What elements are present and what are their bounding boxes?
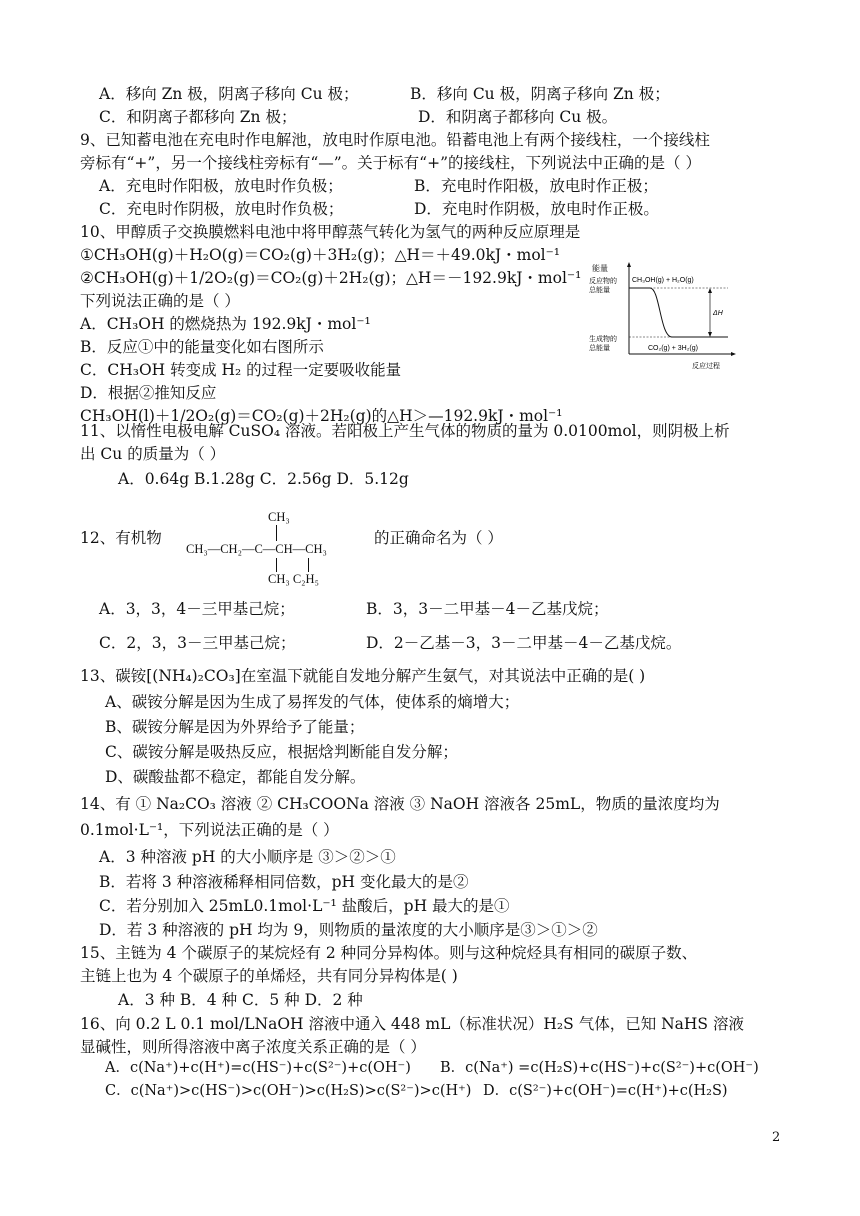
q9-option-b: B．充电时作阳极，放电时作正极；: [414, 177, 658, 195]
page-number: 2: [772, 1130, 781, 1145]
q15-stem-line1: 15、主链为 4 个碳原子的某烷烃有 2 种同分异构体。则与这种烷烃具有相同的碳原子数、: [80, 944, 698, 962]
q10-ask: 下列说法正确的是（ ）: [80, 292, 240, 310]
q10-stem: 10、甲醇质子交换膜燃料电池中将甲醇蒸气转化为氢气的两种反应原理是: [80, 223, 581, 241]
q13-option-d: D、碳酸盐都不稳定，都能自发分解。: [105, 768, 366, 786]
energy-diagram: [588, 260, 738, 372]
structural-formula: [186, 510, 366, 590]
q10-option-d: D．根据②推知反应: [80, 384, 217, 402]
product-energy-label-2: 总能量: [589, 345, 610, 352]
q9-stem-line2: 旁标有“+”，另一个接线柱旁标有“—”。关于标有“+”的接线柱，下列说法中正确的是（ ）: [80, 154, 701, 172]
q12-option-a: A．3，3，4－三甲基己烷；: [99, 600, 295, 618]
q8-option-b: B．移向 Cu 极，阴离子移向 Zn 极；: [410, 85, 670, 103]
q14-option-b: B．若将 3 种溶液稀释相同倍数，pH 变化最大的是②: [99, 873, 469, 891]
structure-main-chain: CH₃—CH₂—C—CH—CH₃: [186, 542, 327, 556]
q8-option-c: C．和阴离子都移向 Zn 极；: [99, 108, 297, 126]
q9-stem-line1: 9、已知蓄电池在充电时作电解池，放电时作原电池。铅蓄电池上有两个接线柱，一个接线柱: [80, 131, 710, 149]
reactant-energy-label-1: 反应物的: [589, 278, 617, 285]
q11-stem-line1: 11、以惰性电极电解 CuSO₄ 溶液。若阳极上产生气体的物质的量为 0.0100mol，则阴极上析: [80, 422, 730, 440]
q14-option-a: A．3 种溶液 pH 的大小顺序是 ③＞②＞①: [99, 848, 396, 866]
q16-option-d: D．c(S²⁻)+c(OH⁻)=c(H⁺)+c(H₂S): [483, 1083, 728, 1099]
q14-option-d: D．若 3 种溶液的 pH 均为 9，则物质的量浓度的大小顺序是③＞①＞②: [99, 921, 598, 939]
y-axis-arrow: [627, 262, 631, 267]
q9-option-a: A．充电时作阳极，放电时作负极；: [99, 177, 343, 195]
q12-prefix: 12、有机物: [80, 529, 162, 547]
q9-option-d: D．充电时作阴极，放电时作正极。: [414, 200, 659, 218]
x-axis-label: 反应过程: [692, 363, 720, 370]
q11-options: A．0.64g B.1.28g C．2.56g D．5.12g: [118, 470, 409, 488]
q13-option-a: A、碳铵分解是因为生成了易挥发的气体，使体系的熵增大；: [105, 693, 520, 711]
q11-stem-line2: 出 Cu 的质量为（ ）: [80, 445, 226, 463]
q8-option-a: A．移向 Zn 极，阴离子移向 Cu 极；: [99, 85, 359, 103]
q13-option-c: C、碳铵分解是吸热反应，根据焓判断能自发分解；: [105, 743, 458, 761]
q12-option-c: C．2，3，3－三甲基己烷；: [99, 634, 296, 652]
q10-reaction-2: ②CH₃OH(g)＋1/2O₂(g)＝CO₂(g)＋2H₂(g)；△H＝－192.9kJ・mol⁻¹: [80, 269, 582, 287]
q9-option-c: C．充电时作阴极，放电时作负极；: [99, 200, 344, 218]
q14-stem-line2: 0.1mol·L⁻¹，下列说法正确的是（ ）: [80, 821, 339, 839]
x-axis-arrow: [731, 352, 736, 356]
q15-options: A．3 种 B．4 种 C．5 种 D．2 种: [118, 991, 363, 1009]
q16-option-a: A．c(Na⁺)+c(H⁺)=c(HS⁻)+c(S²⁻)+c(OH⁻): [105, 1060, 411, 1076]
q12-option-d: D．2－乙基－3，3－二甲基－4－乙基戊烷。: [366, 634, 682, 652]
reactants-label: CH₃OH(g) + H₂O(g): [632, 277, 694, 284]
q14-option-c: C．若分别加入 25mL0.1mol·L⁻¹ 盐酸后，pH 最大的是①: [99, 897, 510, 915]
q10-option-d-reaction: CH₃OH(l)＋1/2O₂(g)＝CO₂(g)＋2H₂(g)的△H＞—192.9kJ・mol⁻¹: [80, 407, 563, 425]
q10-option-c: C．CH₃OH 转变成 H₂ 的过程一定要吸收能量: [80, 361, 402, 379]
y-axis-label: 能量: [592, 264, 608, 273]
q10-option-b: B．反应①中的能量变化如右图所示: [80, 338, 324, 356]
q13-option-b: B、碳铵分解是因为外界给予了能量；: [105, 718, 365, 736]
q15-stem-line2: 主链上也为 4 个碳原子的单烯烃，共有同分异构体是( ): [80, 967, 458, 985]
q8-option-d: D．和阴离子都移向 Cu 极。: [418, 108, 618, 126]
products-label: CO₂(g) + 3H₂(g): [648, 345, 698, 352]
q12-option-b: B．3，3－二甲基－4－乙基戊烷；: [366, 600, 609, 618]
q16-stem-line1: 16、向 0.2 L 0.1 mol/LNaOH 溶液中通入 448 mL（标准状况）H₂S 气体，已知 NaHS 溶液: [80, 1015, 744, 1033]
q16-stem-line2: 显碱性，则所得溶液中离子浓度关系正确的是（ ）: [80, 1038, 426, 1056]
q10-reaction-1: ①CH₃OH(g)＋H₂O(g)＝CO₂(g)＋3H₂(g)；△H＝＋49.0kJ・mol⁻¹: [80, 246, 561, 264]
q16-option-c: C．c(Na⁺)>c(HS⁻)>c(OH⁻)>c(H₂S)>c(S²⁻)>c(H⁺): [105, 1083, 472, 1099]
q16-option-b: B．c(Na⁺) =c(H₂S)+c(HS⁻)+c(S²⁻)+c(OH⁻): [440, 1060, 759, 1076]
structure-top-methyl: CH₃: [268, 510, 290, 524]
product-energy-label-1: 生成物的: [589, 336, 617, 343]
reactant-energy-label-2: 总能量: [589, 287, 610, 294]
delta-h-label: ΔH: [713, 310, 723, 317]
q13-stem: 13、碳铵[(NH₄)₂CO₃]在室温下就能自发地分解产生氨气，对其说法中正确的是( ): [80, 667, 646, 685]
structure-bottom-groups: CH₃ C₂H₅: [268, 572, 319, 586]
q10-option-a: A．CH₃OH 的燃烧热为 192.9kJ・mol⁻¹: [80, 315, 371, 333]
q12-suffix: 的正确命名为（ ）: [374, 529, 503, 547]
q14-stem-line1: 14、有 ① Na₂CO₃ 溶液 ② CH₃COONa 溶液 ③ NaOH 溶液各 25mL，物质的量浓度均为: [80, 795, 720, 813]
